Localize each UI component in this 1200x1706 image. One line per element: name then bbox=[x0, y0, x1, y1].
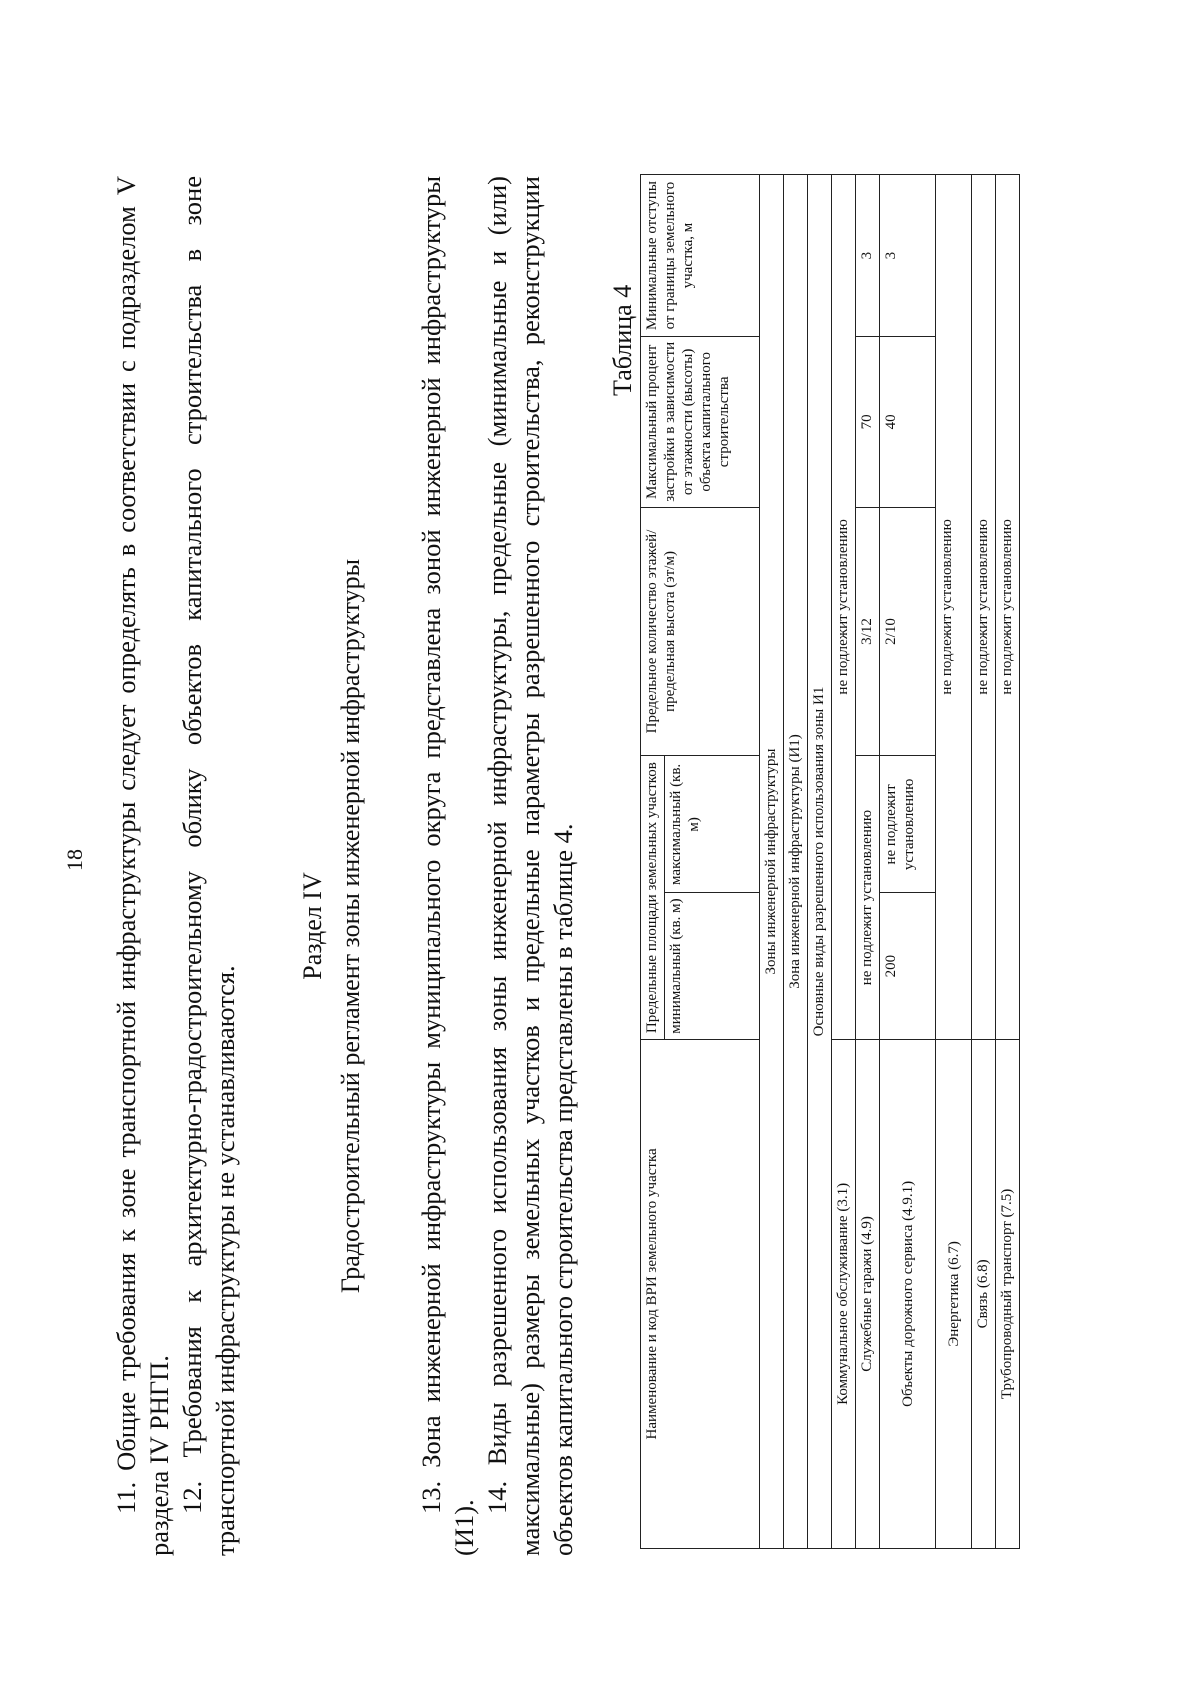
page-number: 18 bbox=[62, 849, 87, 871]
section-title: Градостроительный регламент зоны инженерной инфраструктуры bbox=[336, 558, 365, 1294]
paragraph-12: 12. Требования к архитектурно-градостроительному облику объектов капитального строительства в зоне транспортной инфраструктуры не устанавливаются. bbox=[177, 176, 240, 1556]
floors-cell: 2/10 bbox=[880, 507, 936, 756]
group-row-main-uses bbox=[808, 175, 832, 1549]
header-coverage: Максимальный процент застройки в зависимости от этажности (высоты) объекта капитального строительства bbox=[641, 337, 760, 507]
table-row bbox=[880, 175, 936, 1549]
table-row bbox=[832, 175, 856, 1549]
paragraph-13: 13. Зона инженерной инфраструктуры муниципального округа представлена зоной инженерной инфраструктуры (И1). bbox=[416, 176, 479, 1556]
area-max-cell: не подлежит установлению bbox=[880, 756, 936, 893]
merged-value-cell: не подлежит установлению bbox=[832, 175, 856, 1040]
vri-name-cell: Трубопроводный транспорт (7.5) bbox=[996, 1039, 1020, 1548]
area-cell: не подлежит установлению bbox=[856, 756, 880, 1039]
group-row-zones bbox=[760, 175, 784, 1549]
table-row bbox=[972, 175, 996, 1549]
vri-name-cell: Коммунальное обслуживание (3.1) bbox=[832, 1039, 856, 1548]
group-label: Зоны инженерной инфраструктуры bbox=[760, 175, 784, 1549]
header-setback: Минимальные отступы от границы земельного участка, м bbox=[641, 175, 760, 337]
vri-name-cell: Служебные гаражи (4.9) bbox=[856, 1039, 880, 1548]
floors-cell: 3/12 bbox=[856, 507, 880, 756]
group-row-zone-i1 bbox=[784, 175, 808, 1549]
setback-cell: 3 bbox=[880, 175, 936, 337]
vri-name-cell: Связь (6.8) bbox=[972, 1039, 996, 1548]
merged-value-cell: не подлежит установлению bbox=[972, 175, 996, 1040]
header-area-max: максимальный (кв. м) bbox=[665, 756, 760, 893]
paragraph-14: 14. Виды разрешенного использования зоны инженерной инфраструктуры, предельные (минимальные и (или) максимальные) размеры земельных участков и предельные параметры разрешенного строительства, реконструкции объектов капитального строительства представлены в таблице 4. bbox=[482, 176, 578, 1556]
header-area-min: минимальный (кв. м) bbox=[665, 893, 760, 1039]
group-label: Зона инженерной инфраструктуры (И1) bbox=[784, 175, 808, 1549]
section-number: Раздел IV bbox=[298, 872, 327, 980]
table-row bbox=[996, 175, 1020, 1549]
regulation-table bbox=[640, 174, 1020, 1549]
merged-value-cell: не подлежит установлению bbox=[996, 175, 1020, 1040]
paragraph-11: 11. Общие требования к зоне транспортной инфраструктуры следует определять в соответствии с подразделом V раздела IV РНГП. bbox=[111, 176, 174, 1556]
group-label: Основные виды разрешенного использования зоны И1 bbox=[808, 175, 832, 1549]
vri-name-cell: Объекты дорожного сервиса (4.9.1) bbox=[880, 1039, 936, 1548]
table-row bbox=[856, 175, 880, 1549]
header-area-group: Предельные площади земельных участков bbox=[641, 756, 665, 1039]
table-row bbox=[936, 175, 972, 1549]
vri-name-cell: Энергетика (6.7) bbox=[936, 1039, 972, 1548]
area-min-cell: 200 bbox=[880, 893, 936, 1039]
setback-cell: 3 bbox=[856, 175, 880, 337]
coverage-cell: 70 bbox=[856, 337, 880, 507]
merged-value-cell: не подлежит установлению bbox=[936, 175, 972, 1040]
header-vri-name: Наименование и код ВРИ земельного участка bbox=[641, 1039, 760, 1548]
header-floors: Предельное количество этажей/предельная высота (эт/м) bbox=[641, 507, 760, 756]
coverage-cell: 40 bbox=[880, 337, 936, 507]
table-caption: Таблица 4 bbox=[608, 284, 637, 396]
